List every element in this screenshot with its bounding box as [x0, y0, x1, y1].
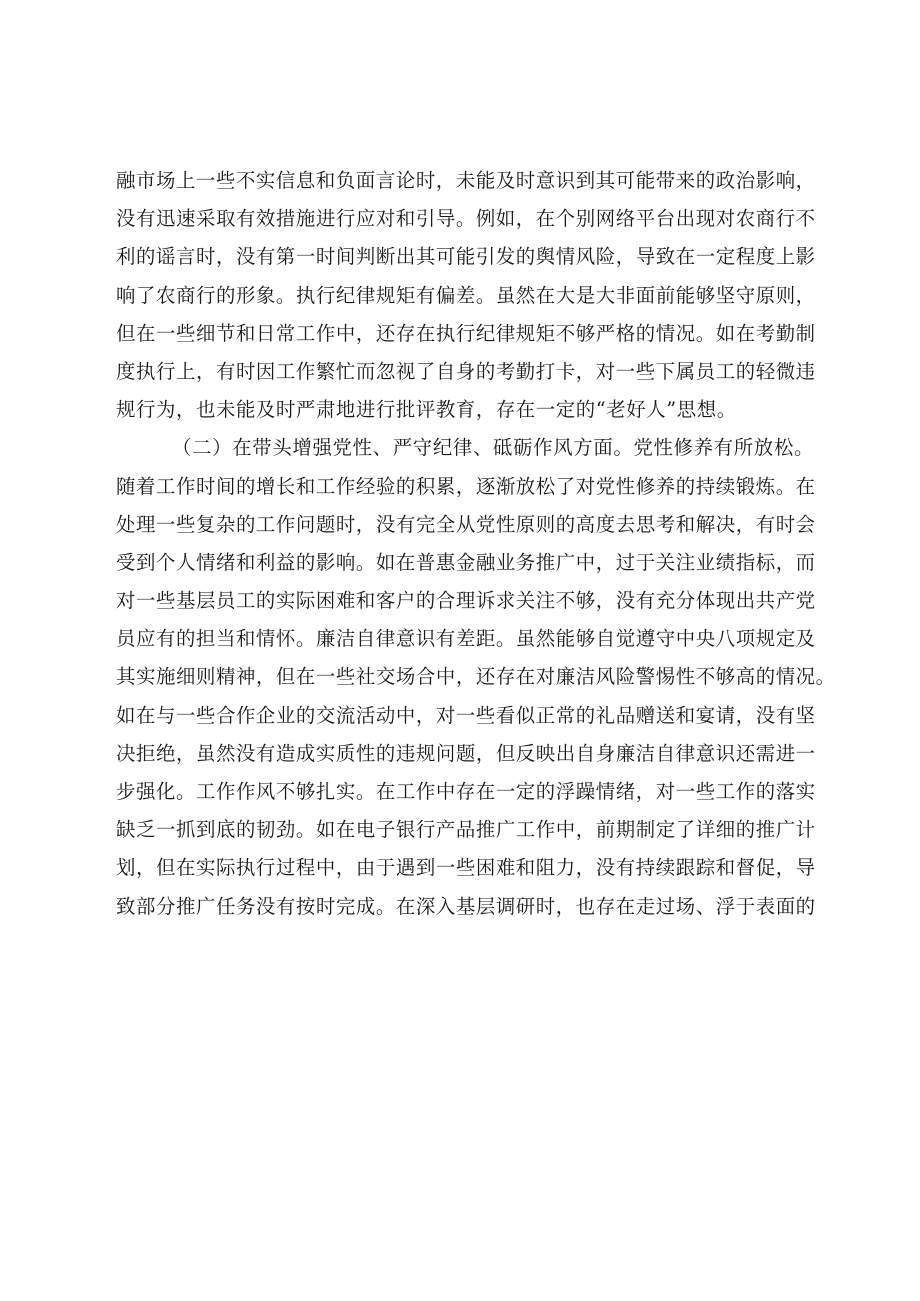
paragraph-line: 划，但在实际执行过程中，由于遇到一些困难和阻力，没有持续跟踪和督促，导 — [116, 856, 816, 880]
paragraph-line: 没有迅速采取有效措施进行应对和引导。例如，在个别网络平台出现对农商行不 — [116, 207, 816, 231]
paragraph-line: 缺乏一抓到底的韧劲。如在电子银行产品推广工作中，前期制定了详细的推广计 — [116, 818, 816, 842]
paragraph-line: 但在一些细节和日常工作中，还存在执行纪律规矩不够严格的情况。如在考勤制 — [116, 321, 816, 345]
section-heading-line: （二）在带头增强党性、严守纪律、砥砺作风方面。党性修养有所放松。 — [172, 436, 814, 460]
paragraph-line: 如在与一些合作企业的交流活动中，对一些看似正常的礼品赠送和宴请，没有坚 — [116, 703, 816, 727]
paragraph-line: 步强化。工作作风不够扎实。在工作中存在一定的浮躁情绪，对一些工作的落实 — [116, 780, 816, 803]
paragraph-line: 致部分推广任务没有按时完成。在深入基层调研时，也存在走过场、浮于表面的 — [116, 894, 816, 918]
paragraph-line: 随着工作时间的增长和工作经验的积累，逐渐放松了对党性修养的持续锻炼。在 — [116, 474, 816, 498]
paragraph-line: 融市场上一些不实信息和负面言论时，未能及时意识到其可能带来的政治影响， — [116, 169, 816, 192]
paragraph-line: 规行为，也未能及时严肃地进行批评教育，存在一定的“老好人”思想。 — [116, 398, 737, 422]
paragraph-line: 对一些基层员工的实际困难和客户的合理诉求关注不够，没有充分体现出共产党 — [116, 589, 816, 613]
paragraph-line: 响了农商行的形象。执行纪律规矩有偏差。虽然在大是大非面前能够坚守原则， — [116, 283, 816, 307]
paragraph-line: 受到个人情绪和利益的影响。如在普惠金融业务推广中，过于关注业绩指标，而 — [116, 550, 816, 574]
paragraph-line: 其实施细则精神，但在一些社交场合中，还存在对廉洁风险警惕性不够高的情况。 — [116, 665, 836, 689]
paragraph-line: 员应有的担当和情怀。廉洁自律意识有差距。虽然能够自觉遵守中央八项规定及 — [116, 627, 816, 651]
paragraph-line: 决拒绝，虽然没有造成实质性的违规问题，但反映出自身廉洁自律意识还需进一 — [116, 741, 816, 765]
document-body — [116, 162, 836, 926]
paragraph-line: 利的谣言时，没有第一时间判断出其可能引发的舆情风险，导致在一定程度上影 — [116, 245, 816, 269]
paragraph-line: 处理一些复杂的工作问题时，没有完全从党性原则的高度去思考和解决，有时会 — [116, 512, 816, 536]
paragraph-line: 度执行上，有时因工作繁忙而忽视了自身的考勤打卡，对一些下属员工的轻微违 — [116, 359, 816, 383]
